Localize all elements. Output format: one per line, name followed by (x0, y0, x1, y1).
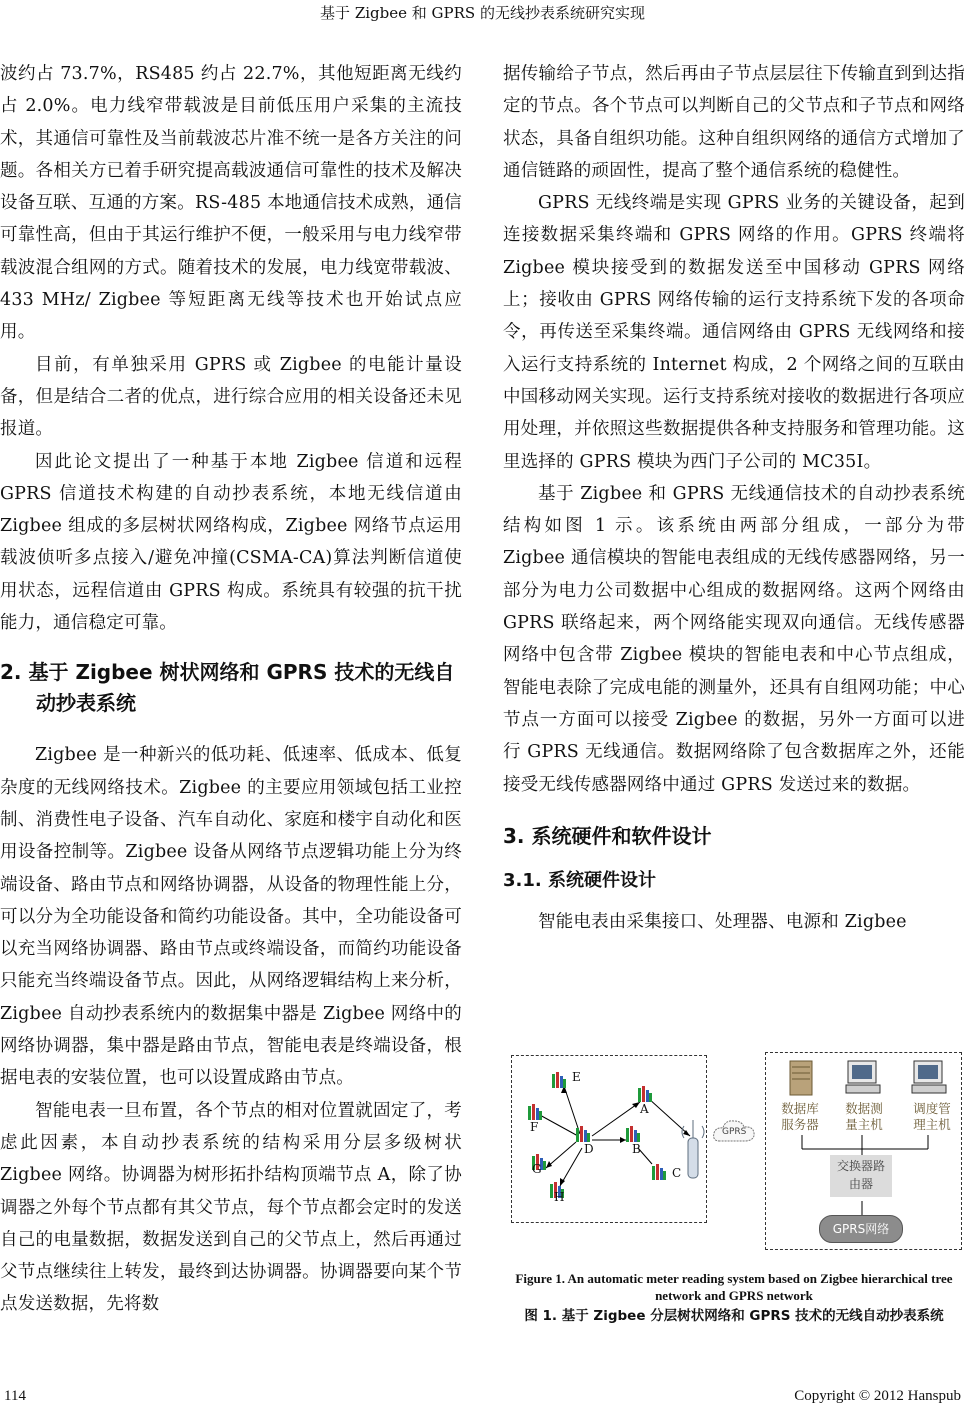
data-measurement-host-label: 数据测 量主机 (845, 1101, 883, 1132)
meter-node-c (652, 1164, 666, 1180)
link-f-d (538, 1114, 578, 1136)
meter-node-d (576, 1126, 590, 1142)
section-heading-3: 3. 系统硬件和软件设计 (503, 823, 712, 848)
paragraph: Zigbee 是一种新兴的低功耗、低速率、低成本、低复杂度的无线网络技术。Zigbee 的主要应用领域包括工业控制、消费性电子设备、汽车自动化、家庭和楼宇自动化和医用设备控制等。Zigbee 设备从网络节点逻辑功能上分为终端设备、路由节点和网络协调器，从设备的物理性能上分，可以分为全功能设备和简约功能设备。其中，全功能设备可以充当网络协调器、路由节点或终端设备，而简约功能设备只能充当终端设备节点。因此，从网络逻辑结构上来分析，Zigbee 自动抄表系统内的数据集中器是 Zigbee 网络中的网络协调器，集中器是路由节点，智能电表是终端设备，根据电表的安装位置，也可以设置成路由节点。 (0, 745, 462, 1089)
node-label-e: E (572, 1070, 581, 1084)
page-number: 114 (4, 1388, 26, 1404)
left-column (0, 58, 462, 1321)
paragraph: 据传输给子节点，然后再由子节点层层往下传输直到到达指定的节点。各个节点可以判断自己的父节点和子节点和网络状态，具备自组织功能。这种自组织网络的通信方式增加了通信链路的顽固性，提高了整个通信系统的稳健性。 (503, 64, 965, 181)
node-label-f: F (530, 1120, 539, 1134)
node-label-g: G (532, 1162, 542, 1176)
node-label-h: H (554, 1190, 565, 1204)
gprs-cloud-label: GPRS (722, 1127, 747, 1137)
paragraph: 因此论文提出了一种基于本地 Zigbee 信道和远程 GPRS 信道技术构建的自动抄表系统，本地无线信道由 Zigbee 组成的多层树状网络构成，Zigbee 网络节点运用载波侦听多点接入/避免冲撞(CSMA-CA)算法判断信道使用状态，远程信道由 GPRS 构成。系统具有较强的抗干扰能力，通信稳定可靠。 (0, 451, 462, 634)
node-label-c: C (672, 1166, 682, 1180)
arrow-head (546, 1161, 552, 1168)
database-server-icon (790, 1061, 812, 1095)
gprs-antenna-icon (682, 1120, 704, 1178)
paragraph: 波约占 73.7%，RS485 约占 22.7%，其他短距离无线约占 2.0%。电力线窄带载波是目前低压用户采集的主流技术，其通信可靠性及当前载波芯片准不统一是各方关注的问题。各相关方已着手研究提高载波通信可靠性的技术及解决设备互联、互通的方案。RS-485 本地通信技术成熟，通信可靠性高，但由于其运行维护不便，一般采用与电力线窄带载波混合组网的方式。随着技术的发展，电力线宽带载波、433 MHz/ Zigbee 等短距离无线等技术也开始试点应用。 (0, 64, 462, 343)
right-column (503, 58, 965, 938)
meter-node-e (552, 1072, 566, 1088)
figure-caption-chinese: 图 1. 基于 Zigbee 分层树状网络和 GPRS 技术的无线自动抄表系统 (524, 1308, 944, 1324)
computer-icon (912, 1061, 946, 1093)
meter-node-a (638, 1086, 652, 1102)
node-label-a: A (640, 1102, 649, 1116)
section-heading-2: 2. 基于 Zigbee 树状网络和 GPRS 技术的无线自动抄表系统 (0, 660, 455, 716)
paragraph: 基于 Zigbee 和 GPRS 无线通信技术的自动抄表系统结构如图 1 示。该系统由两部分组成，一部分为带 Zigbee 通信模块的智能电表组成的无线传感器网络，另一部分为电力公司数据中心组成的数据网络。这两个网络由 GPRS 联络起来，两个网络能实现双向通信。无线传感器网络中包含带 Zigbee 模块的智能电表和中心节点组成，智能电表除了完成电能的测量外，还具有自组网功能；中心节点一方面可以接受 Zigbee 的数据，另外一方面可以进行 GPRS 无线通信。数据网络除了包含数据库之外，还能接受无线传感器网络中通过 GPRS 发送过来的数据。 (503, 483, 965, 795)
copyright-notice: Copyright © 2012 Hanspub (794, 1388, 961, 1404)
paragraph: GPRS 无线终端是实现 GPRS 业务的关键设备，起到连接数据采集终端和 GPRS 网络的作用。GPRS 终端将 Zigbee 模块接受到的数据发送至中国移动 GPRS 网络上；接收由 GPRS 网络传输的运行支持系统下发的各项命令，再传送至采集终端。通信网络由 GPRS 无线网络和接入运行支持系统的 Internet 构成，2 个网络之间的互联由中国移动网关实现。运行支持系统对接收的数据进行各项应用处理，并依照这些数据提供各种支持服务和管理功能。这里选择的 GPRS 模块为西门子公司的 MC35I。 (503, 193, 965, 472)
running-header: 基于 Zigbee 和 GPRS 的无线抄表系统研究实现 (320, 4, 645, 22)
database-server-label: 数据库 服务器 (781, 1101, 819, 1132)
link-a-antenna (648, 1098, 690, 1136)
subsection-heading-3-1: 3.1. 系统硬件设计 (503, 869, 656, 891)
meter-node-f (528, 1104, 542, 1120)
switch-router-box: 交换器路 由器 (830, 1155, 892, 1197)
paragraph: 目前，有单独采用 GPRS 或 Zigbee 的电能计量设备，但是结合二者的优点，进行综合应用的相关设备还未见报道。 (0, 354, 462, 440)
network-links (512, 1056, 706, 1222)
paragraph: 智能电表由采集接口、处理器、电源和 Zigbee (538, 911, 907, 932)
gprs-network-label: GPRS网络 (819, 1215, 903, 1243)
dispatch-management-host-label: 调度管 理主机 (913, 1101, 951, 1132)
figure-caption-english: Figure 1. An automatic meter reading system based on Zigbee hierarchical tree network and GPRS network (515, 1271, 953, 1303)
paragraph: 智能电表一旦布置，各个节点的相对位置就固定了，考虑此因素，本自动抄表系统的结构采用分层多级树状 Zigbee 网络。协调器为树形拓扑结构顶端节点 A，除了协调器之外每个节点都有其父节点，每个节点都会定时的发送自己的电量数据，数据发送到自己的父节点上，然后再通过父节点继续往上转发，最终到达协调器。协调器要向某个节点发送数据，先将数 (0, 1100, 462, 1315)
meter-node-b (626, 1126, 640, 1142)
figure-1 (510, 1055, 962, 1255)
zigbee-network-box (511, 1055, 707, 1223)
node-label-d: D (584, 1142, 594, 1156)
node-label-b: B (632, 1142, 641, 1156)
computer-icon (846, 1061, 880, 1093)
